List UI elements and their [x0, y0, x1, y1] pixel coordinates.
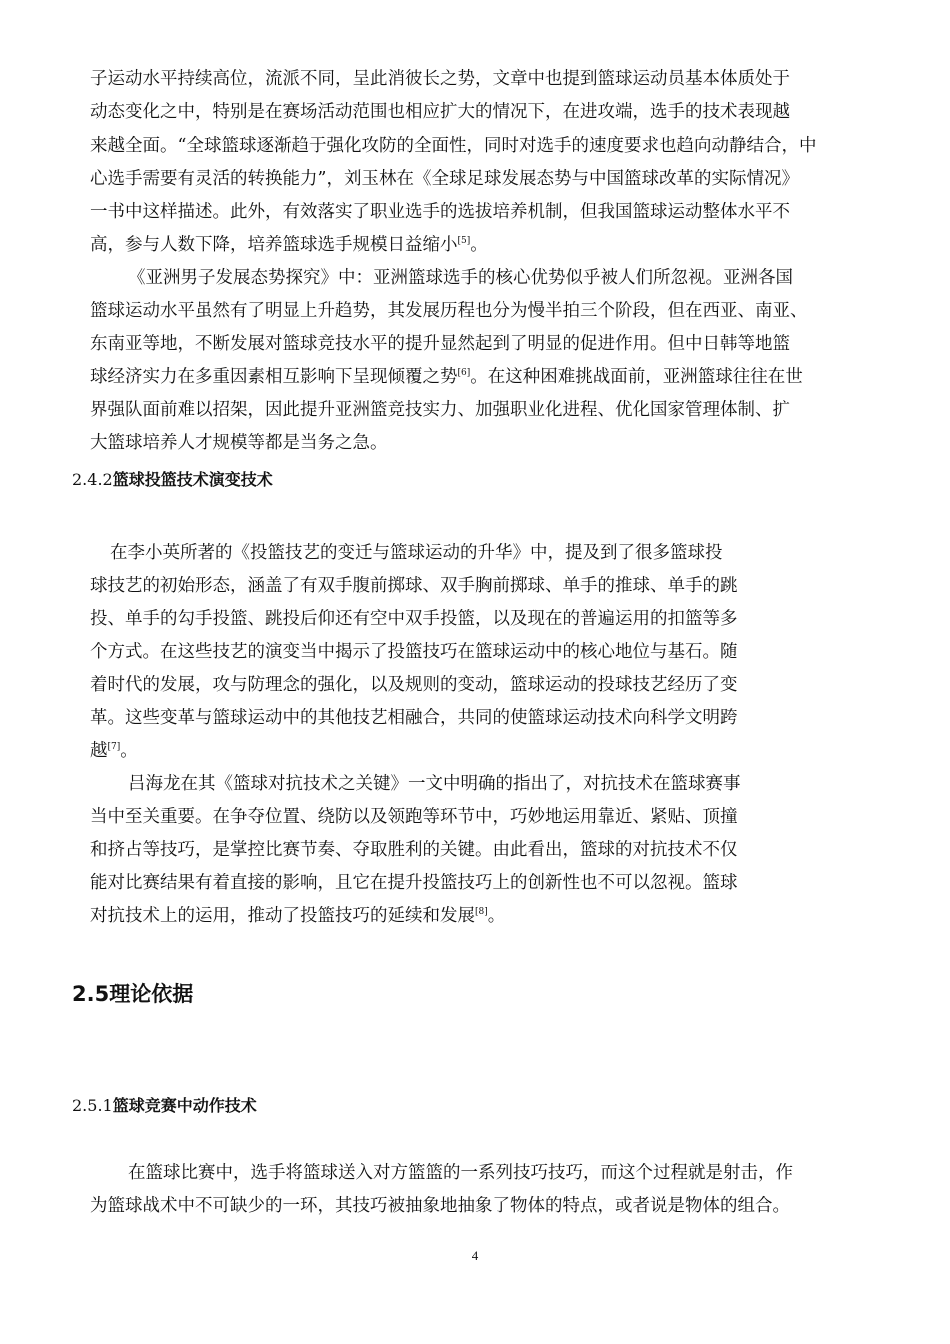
text-line: 《亚洲男子发展态势探究》中：亚洲篮球选手的核心优势似乎被人们所忽视。亚洲各国: [128, 268, 793, 288]
text-segment: 。: [120, 741, 138, 761]
text-line: 为篮球战术中不可缺少的一环，其技巧被抽象地抽象了物体的特点，或者说是物体的组合。: [90, 1196, 790, 1216]
text-segment: 。在这种困难挑战面前，亚洲篮球往往在世: [470, 367, 803, 387]
citation-ref: [7]: [107, 742, 121, 753]
text-line: 动态变化之中，特别是在赛场活动范围也相应扩大的情况下，在进攻端，选手的技术表现越: [90, 102, 790, 122]
text-line: 东南亚等地，不断发展对篮球竞技水平的提升显然起到了明显的促进作用。但中日韩等地篮: [90, 334, 790, 354]
heading-title: 篮球竞赛中动作技术: [112, 1096, 257, 1115]
text-line: 篮球运动水平虽然有了明显上升趋势，其发展历程也分为慢半拍三个阶段，但在西亚、南亚、: [90, 301, 808, 321]
text-line: [90, 364, 803, 390]
text-segment: 越: [90, 741, 108, 761]
text-line: 子运动水平持续高位，流派不同，呈此消彼长之势，文章中也提到篮球运动员基本体质处于: [90, 69, 790, 89]
heading-title: 篮球投篮技术演变技术: [112, 470, 273, 489]
citation-ref: [8]: [475, 907, 488, 918]
section-heading-2-5-1: [72, 1094, 257, 1118]
text-line: 投、单手的勾手投篮、跳投后仰还有空中双手投篮，以及现在的普遍运用的扣篮等多: [90, 609, 738, 629]
text-line: 革。这些变革与篮球运动中的其他技艺相融合，共同的使篮球运动技术向科学文明跨: [90, 708, 738, 728]
citation-ref: [6]: [457, 368, 471, 379]
page-number: 4: [471, 1248, 479, 1263]
text-line: 心选手需要有灵活的转换能力”，刘玉林在《全球足球发展态势与中国篮球改革的实际情况》: [90, 169, 799, 189]
text-line: 来越全面。“全球篮球逐渐趋于强化攻防的全面性，同时对选手的速度要求也趋向动静结合，中: [90, 136, 817, 156]
heading-number: 2.5.1: [72, 1096, 113, 1115]
text-segment: 对抗技术上的运用，推动了投篮技巧的延续和发展: [90, 906, 475, 926]
text-line: 个方式。在这些技艺的演变当中揭示了投篮技巧在篮球运动中的核心地位与基石。随: [90, 642, 738, 662]
text-line: [90, 232, 488, 258]
text-segment: 高，参与人数下降，培养篮球选手规模日益缩小: [90, 235, 458, 255]
text-line: 大篮球培养人才规模等都是当务之急。: [90, 433, 388, 453]
text-line: 吕海龙在其《篮球对抗技术之关键》一文中明确的指出了，对抗技术在篮球赛事: [128, 774, 741, 794]
section-heading-2-4-2: [72, 468, 273, 492]
heading-number: 2.4.2: [72, 470, 113, 489]
citation-ref: [5]: [457, 236, 471, 247]
text-line: 一书中这样描述。此外，有效落实了职业选手的选拔培养机制，但我国篮球运动整体水平不: [90, 202, 790, 222]
text-line: 当中至关重要。在争夺位置、绕防以及领跑等环节中，巧妙地运用靠近、紧贴、顶撞: [90, 807, 738, 827]
text-segment: 球经济实力在多重因素相互影响下呈现倾覆之势: [90, 367, 458, 387]
text-line: 在篮球比赛中，选手将篮球送入对方篮篮的一系列技巧技巧，而这个过程就是射击，作: [128, 1163, 793, 1183]
text-segment: 。: [487, 906, 506, 926]
text-line: 着时代的发展，攻与防理念的强化，以及规则的变动，篮球运动的投球技艺经历了变: [90, 675, 738, 695]
text-line: 球技艺的初始形态，涵盖了有双手腹前掷球、双手胸前掷球、单手的推球、单手的跳: [90, 576, 738, 596]
text-line: [90, 903, 505, 929]
text-line: 界强队面前难以招架，因此提升亚洲篮竞技实力、加强职业化进程、优化国家管理体制、扩: [90, 400, 790, 420]
text-line: 在李小英所著的《投篮技艺的变迁与篮球运动的升华》中，提及到了很多篮球投: [110, 543, 723, 563]
text-line: [90, 738, 138, 764]
text-line: 能对比赛结果有着直接的影响，且它在提升投篮技巧上的创新性也不可以忽视。篮球: [90, 873, 738, 893]
section-heading-2-5: 2.5理论依据: [72, 982, 194, 1006]
text-line: 和挤占等技巧，是掌控比赛节奏、夺取胜利的关键。由此看出，篮球的对抗技术不仅: [90, 840, 738, 860]
text-segment: 。: [470, 235, 488, 255]
